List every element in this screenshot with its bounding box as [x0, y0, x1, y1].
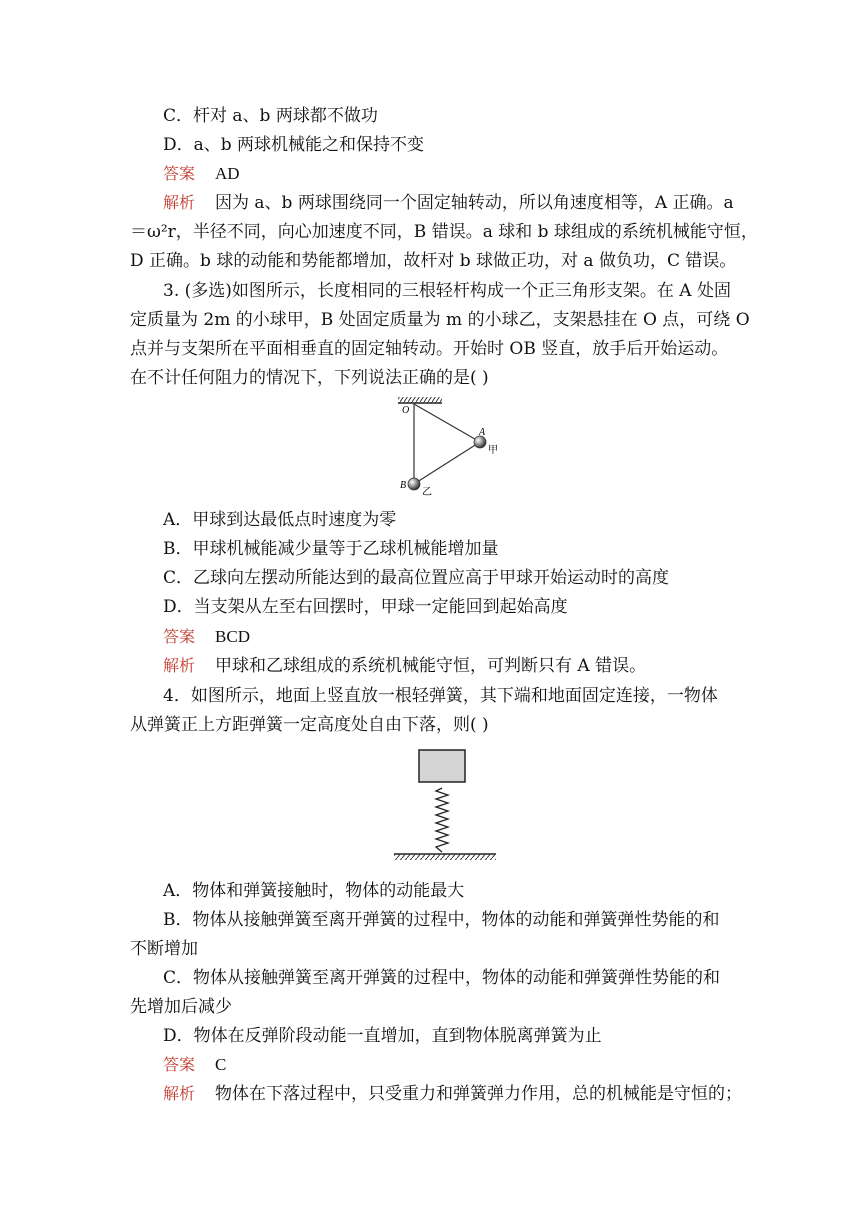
rod-oa: [414, 404, 480, 442]
q4-answer-line: [163, 1053, 226, 1077]
q2-option-d: D．a、b 两球机械能之和保持不变: [163, 135, 425, 155]
q3-option-c: C．乙球向左摆动所能达到的最高位置应高于甲球开始运动时的高度: [163, 568, 670, 588]
q4-stem-line-1: 4．如图所示，地面上竖直放一根轻弹簧，其下端和地面固定连接，一物体: [163, 686, 718, 706]
spring-coil: [436, 788, 448, 852]
q3-stem-line-3: 点并与支架所在平面相垂直的固定轴转动。开始时 OB 竖直，放手后开始运动。: [130, 339, 729, 359]
triangle-support-figure: [388, 396, 510, 500]
q2-answer-line: [163, 162, 240, 186]
analysis-text: 因为 a、b 两球围绕同一个固定轴转动，所以角速度相等，A 正确。a: [215, 193, 734, 213]
label-a: A: [479, 427, 486, 438]
answer-label: 答案: [163, 1055, 196, 1074]
q3-stem-line-1: 3. (多选)如图所示，长度相同的三根轻杆构成一个正三角形支架。在 A 处固: [163, 281, 731, 301]
answer-value: C: [215, 1055, 227, 1074]
q4-option-d: D．物体在反弹阶段动能一直增加，直到物体脱离弹簧为止: [163, 1026, 602, 1046]
q4-option-c-line-1: C．物体从接触弹簧至离开弹簧的过程中，物体的动能和弹簧弹性势能的和: [163, 968, 721, 988]
q3-option-a: A．甲球到达最低点时速度为零: [163, 510, 397, 530]
q2-analysis-line-3: D 正确。b 球的动能和势能都增加，故杆对 b 球做正功，对 a 做负功，C 错误。: [130, 251, 737, 271]
ground-hatch: [394, 854, 496, 860]
answer-value: BCD: [215, 627, 250, 646]
label-yi: 乙: [422, 487, 432, 498]
answer-label: 答案: [163, 627, 196, 646]
q4-option-c-line-2: 先增加后减少: [130, 997, 232, 1017]
q3-stem-line-2: 定质量为 2m 的小球甲，B 处固定质量为 m 的小球乙，支架悬挂在 O 点，可绕 O: [130, 310, 750, 330]
analysis-label: 解析: [163, 1084, 196, 1103]
q3-option-d: D．当支架从左至右回摆时，甲球一定能回到起始高度: [163, 597, 568, 617]
label-b: B: [400, 480, 407, 491]
q2-analysis-line-2: ＝ω²r，半径不同，向心加速度不同，B 错误。a 球和 b 球组成的系统机械能守恒，: [130, 222, 758, 242]
label-o: O: [402, 405, 410, 416]
ball-yi: [408, 478, 420, 490]
spring-block-figure: [392, 744, 502, 866]
answer-value: AD: [215, 164, 240, 183]
q4-option-a: A．物体和弹簧接触时，物体的动能最大: [163, 881, 465, 901]
falling-block: [419, 750, 465, 782]
analysis-label: 解析: [163, 656, 196, 675]
answer-label: 答案: [163, 164, 196, 183]
q4-option-b-line-1: B．物体从接触弹簧至离开弹簧的过程中，物体的动能和弹簧弹性势能的和: [163, 910, 720, 930]
q3-stem-line-4: 在不计任何阻力的情况下，下列说法正确的是( ): [130, 368, 489, 388]
label-jia: 甲: [488, 445, 498, 456]
analysis-text: 物体在下落过程中，只受重力和弹簧弹力作用，总的机械能是守恒的；: [215, 1084, 743, 1104]
q4-analysis-line-1: [163, 1082, 742, 1106]
q4-option-b-line-2: 不断增加: [130, 939, 198, 959]
q3-analysis-line-1: [163, 654, 646, 678]
q3-option-b: B．甲球机械能减少量等于乙球机械能增加量: [163, 539, 499, 559]
analysis-text: 甲球和乙球组成的系统机械能守恒，可判断只有 A 错误。: [215, 656, 647, 676]
q2-analysis-line-1: [163, 191, 734, 215]
rod-ab: [414, 442, 480, 484]
q2-option-c: C．杆对 a、b 两球都不做功: [163, 106, 378, 126]
ceiling-hatch: [398, 397, 442, 403]
analysis-label: 解析: [163, 193, 196, 212]
q4-stem-line-2: 从弹簧正上方距弹簧一定高度处自由下落，则( ): [130, 715, 489, 735]
q3-answer-line: [163, 625, 250, 649]
